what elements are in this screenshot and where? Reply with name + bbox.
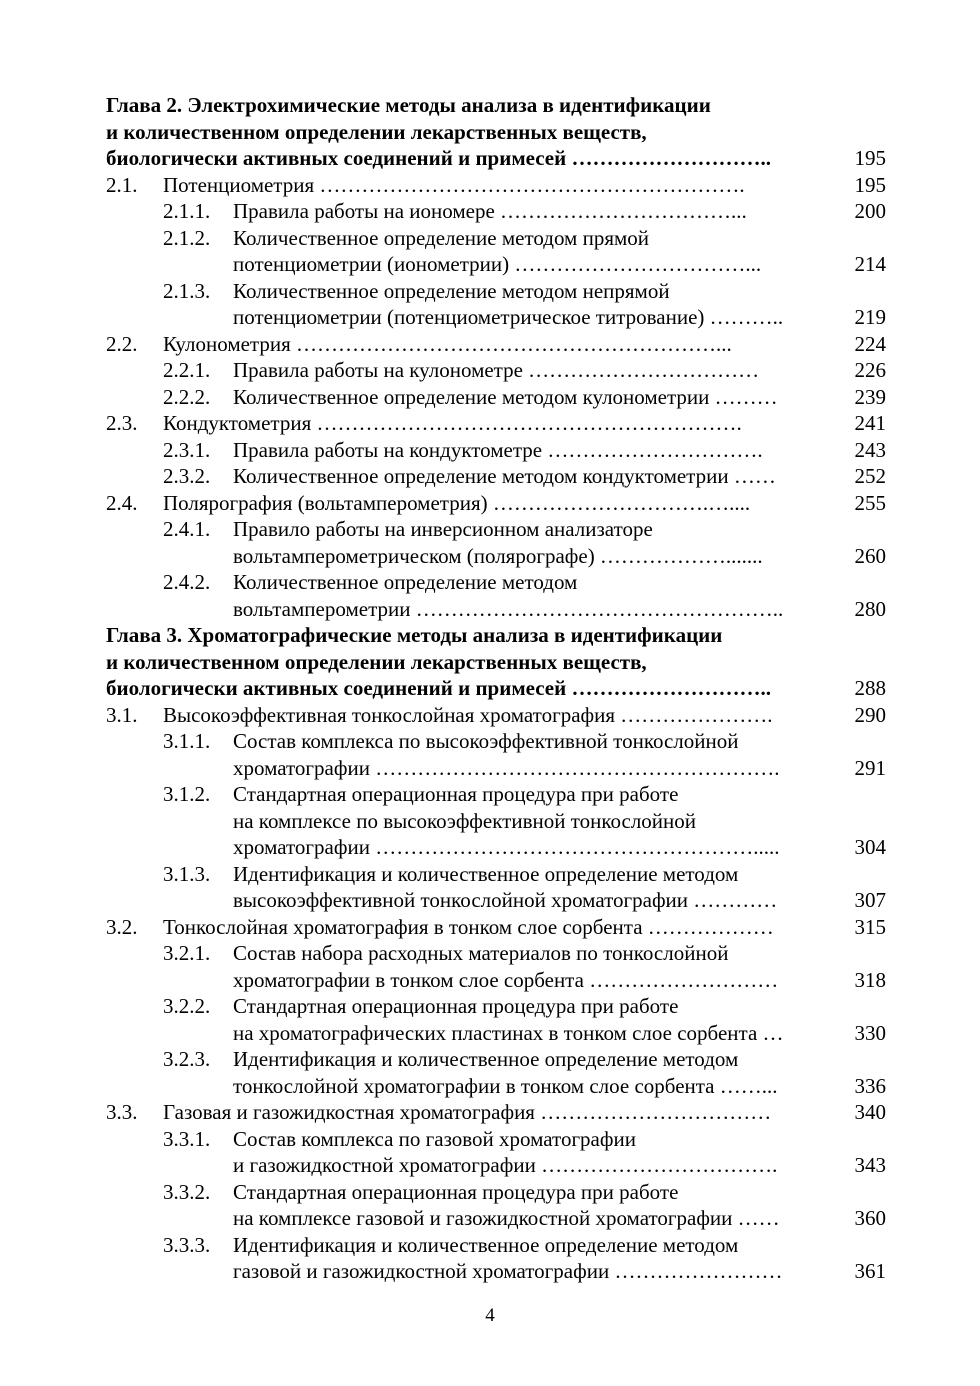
toc-entry-number: 3.3.1. xyxy=(163,1126,211,1151)
toc-line xyxy=(106,331,886,358)
toc-entry-number: 3.1.1. xyxy=(163,729,211,753)
toc-page-number: 252 xyxy=(854,464,886,488)
toc-entry-number: 3.2.3. xyxy=(163,1047,211,1071)
toc-subsection xyxy=(106,1179,886,1232)
toc-line xyxy=(106,410,886,437)
toc-entry-text: хроматографии в тонком слое сорбента ……………………… xyxy=(233,967,779,992)
toc-entry-number: 3.1.2. xyxy=(163,782,211,806)
toc-entry-text: Высокоэффективная тонкослойная хроматография …………………. xyxy=(163,702,773,727)
toc-subsection xyxy=(106,569,886,622)
toc-entry-text: Количественное определение методом непрямой xyxy=(233,278,670,303)
toc-line xyxy=(106,1099,886,1126)
toc-section xyxy=(106,702,886,729)
toc-subsection xyxy=(106,198,886,225)
toc-subsection xyxy=(106,1232,886,1285)
toc-subsection xyxy=(106,993,886,1046)
toc-entry-number: 3.2.1. xyxy=(163,941,211,965)
toc-entry-number: 3.2.2. xyxy=(163,994,211,1018)
toc-entry-text: потенциометрии (ионометрии) ……………………………... xyxy=(233,252,762,276)
toc-line xyxy=(106,543,886,570)
toc-section xyxy=(106,172,886,199)
toc-line xyxy=(106,781,886,808)
toc-entry-text: Состав комплекса по высокоэффективной тонкослойной xyxy=(233,729,739,753)
toc-subsection xyxy=(106,940,886,993)
toc-entry-text: Состав набора расходных материалов по тонкослойной xyxy=(233,941,729,965)
toc-entry-number: 2.4. xyxy=(106,490,138,515)
toc-subsection xyxy=(106,384,886,411)
toc-entry-text: Правила работы на кулонометре …………………………… xyxy=(233,358,760,382)
toc-entry-text: Полярография (вольтамперометрия) ………………………….….... xyxy=(163,490,751,515)
toc-entry-number: 3.2. xyxy=(106,914,138,939)
toc-entry-text: Правила работы на иономере ……………………………... xyxy=(233,199,747,223)
toc-entry-text: Стандартная операционная процедура при работе xyxy=(233,994,679,1018)
toc-line xyxy=(106,622,886,649)
toc-line xyxy=(106,278,886,305)
toc-page-number: 361 xyxy=(854,1259,886,1283)
toc-line xyxy=(106,808,886,835)
toc-entry-number: 2.3. xyxy=(106,411,138,435)
toc-entry-text: на комплексе по высокоэффективной тонкослойной xyxy=(233,808,697,833)
toc-entry-number: 3.3.3. xyxy=(163,1232,211,1257)
toc-line xyxy=(106,490,886,517)
toc-entry-text: Стандартная операционная процедура при работе xyxy=(233,1179,679,1204)
toc-page-number: 195 xyxy=(854,146,886,170)
toc-subsection xyxy=(106,861,886,914)
toc-entry-number: 3.3.2. xyxy=(163,1179,211,1204)
toc-subsection xyxy=(106,781,886,861)
toc-line xyxy=(106,516,886,543)
toc-line xyxy=(106,702,886,729)
toc-line xyxy=(106,940,886,967)
toc-entry-text: Глава 2. Электрохимические методы анализа в идентификации xyxy=(106,93,711,117)
toc-line xyxy=(106,1205,886,1232)
toc-subsection xyxy=(106,225,886,278)
toc-entry-text: тонкослойной хроматографии в тонком слое сорбента ……... xyxy=(233,1073,778,1098)
toc-entry-text: потенциометрии (потенциометрическое титрование) ……….. xyxy=(233,305,784,329)
toc-page-number: 290 xyxy=(854,702,886,727)
toc-page-number: 307 xyxy=(854,888,886,912)
toc-page-number: 318 xyxy=(854,967,886,992)
toc-entry-number: 3.1.3. xyxy=(163,861,211,886)
toc-entry-text: Состав комплекса по газовой хроматографии xyxy=(233,1126,636,1151)
toc-chapter xyxy=(106,92,886,172)
toc-entry-text: Идентификация и количественное определение методом xyxy=(233,861,739,886)
toc-section xyxy=(106,914,886,941)
toc-entry-text: Глава 3. Хроматографические методы анализа в идентификации xyxy=(106,623,723,647)
toc-line xyxy=(106,675,886,702)
toc-entry-text: Потенциометрия ……………………………………………………. xyxy=(163,172,745,197)
toc-page-number: 214 xyxy=(854,252,886,276)
toc-line xyxy=(106,1179,886,1206)
toc-chapter xyxy=(106,622,886,702)
toc-page-number: 243 xyxy=(854,437,886,462)
toc-page-number: 330 xyxy=(854,1020,886,1045)
toc-entry-text: и газожидкостной хроматографии ……………………………. xyxy=(233,1153,778,1177)
toc-page-number: 241 xyxy=(854,411,886,435)
toc-line xyxy=(106,967,886,994)
toc-entry-text: Идентификация и количественное определение методом xyxy=(233,1047,739,1071)
toc-line xyxy=(106,463,886,490)
toc-page-number: 336 xyxy=(854,1073,886,1098)
toc-entry-number: 3.1. xyxy=(106,702,138,727)
toc-page-number: 224 xyxy=(854,331,886,356)
toc-section xyxy=(106,1099,886,1126)
toc-entry-text: газовой и газожидкостной хроматографии …………………… xyxy=(233,1259,783,1283)
toc-line xyxy=(106,1232,886,1259)
toc-section xyxy=(106,331,886,358)
toc-line xyxy=(106,596,886,623)
toc-entry-number: 2.4.2. xyxy=(163,570,211,594)
toc-page-number: 195 xyxy=(854,172,886,197)
toc-entry-text: вольтамперометрии …………………………………………….. xyxy=(233,596,784,621)
toc-page-number: 280 xyxy=(854,596,886,621)
toc-entry-text: биологически активных соединений и примесей ……………………….. xyxy=(106,676,771,700)
toc-page-number: 315 xyxy=(854,914,886,939)
toc-entry-number: 3.3. xyxy=(106,1100,138,1124)
toc-page-number: 304 xyxy=(854,835,886,859)
toc-line xyxy=(106,225,886,252)
toc-entry-number: 2.1.3. xyxy=(163,278,211,303)
toc-subsection xyxy=(106,463,886,490)
toc-page-number: 219 xyxy=(854,305,886,329)
toc-entry-text: Газовая и газожидкостная хроматография …………………………… xyxy=(163,1100,772,1124)
toc-entry-text: Тонкослойная хроматография в тонком слое сорбента ……………… xyxy=(163,914,774,939)
toc-line xyxy=(106,357,886,384)
toc-subsection xyxy=(106,437,886,464)
toc-line xyxy=(106,1073,886,1100)
toc-entry-text: на хроматографических пластинах в тонком слое сорбента … xyxy=(233,1020,784,1045)
toc-page-number: 360 xyxy=(854,1206,886,1230)
page-number: 4 xyxy=(485,1305,495,1326)
toc-page-number: 288 xyxy=(854,676,886,700)
toc-line xyxy=(106,172,886,199)
toc-page-number: 340 xyxy=(854,1100,886,1124)
toc-entry-text: Стандартная операционная процедура при работе xyxy=(233,782,679,806)
toc-page-number: 239 xyxy=(854,384,886,409)
toc-entry-number: 2.3.2. xyxy=(163,464,211,488)
toc-entry-text: и количественном определении лекарственных веществ, xyxy=(106,119,647,144)
toc-entry-text: вольтамперометрическом (полярографе) ………………....... xyxy=(233,543,763,568)
toc-line xyxy=(106,119,886,146)
toc-entry-text: хроматографии ………………………………………………..... xyxy=(233,835,780,859)
toc-line xyxy=(106,304,886,331)
toc-subsection xyxy=(106,516,886,569)
toc-line xyxy=(106,1046,886,1073)
toc-entry-text: высокоэффективной тонкослойной хроматографии ………… xyxy=(233,888,778,912)
toc-entry-text: Количественное определение методом xyxy=(233,570,578,594)
table-of-contents xyxy=(106,92,886,1285)
toc-line xyxy=(106,834,886,861)
toc-line xyxy=(106,251,886,278)
toc-section xyxy=(106,490,886,517)
toc-entry-number: 2.3.1. xyxy=(163,437,211,462)
toc-entry-number: 2.4.1. xyxy=(163,517,211,541)
toc-line xyxy=(106,914,886,941)
toc-line xyxy=(106,649,886,676)
toc-subsection xyxy=(106,1046,886,1099)
toc-entry-text: Количественное определение методом кулонометрии ……… xyxy=(233,384,778,409)
toc-entry-number: 2.2.2. xyxy=(163,384,211,409)
toc-line xyxy=(106,1258,886,1285)
toc-entry-number: 2.1.2. xyxy=(163,225,211,250)
toc-line xyxy=(106,384,886,411)
toc-page-number: 200 xyxy=(854,199,886,223)
toc-page-number: 260 xyxy=(854,543,886,568)
toc-subsection xyxy=(106,357,886,384)
toc-entry-text: Идентификация и количественное определение методом xyxy=(233,1232,739,1257)
toc-entry-text: Кулонометрия ……………………………………………………... xyxy=(163,331,732,356)
toc-line xyxy=(106,92,886,119)
toc-subsection xyxy=(106,278,886,331)
toc-entry-text: Правило работы на инверсионном анализаторе xyxy=(233,517,653,541)
toc-line xyxy=(106,887,886,914)
toc-subsection xyxy=(106,728,886,781)
toc-page-number: 291 xyxy=(854,755,886,780)
toc-line xyxy=(106,437,886,464)
toc-line xyxy=(106,1152,886,1179)
toc-entry-text: и количественном определении лекарственных веществ, xyxy=(106,649,647,674)
toc-line xyxy=(106,1020,886,1047)
toc-section xyxy=(106,410,886,437)
toc-entry-text: биологически активных соединений и примесей ……………………….. xyxy=(106,146,771,170)
toc-entry-number: 2.1. xyxy=(106,172,138,197)
toc-page-number: 255 xyxy=(854,490,886,515)
toc-line xyxy=(106,569,886,596)
toc-line xyxy=(106,993,886,1020)
toc-subsection xyxy=(106,1126,886,1179)
toc-entry-text: Количественное определение методом прямой xyxy=(233,225,650,250)
toc-entry-text: на комплексе газовой и газожидкостной хроматографии …… xyxy=(233,1206,780,1230)
toc-entry-text: хроматографии …………………………………………………. xyxy=(233,755,780,780)
toc-entry-number: 2.2. xyxy=(106,331,138,356)
toc-entry-text: Количественное определение методом кондуктометрии …… xyxy=(233,464,776,488)
toc-line xyxy=(106,1126,886,1153)
toc-entry-text: Правила работы на кондуктометре …………………………. xyxy=(233,437,763,462)
toc-entry-number: 2.1.1. xyxy=(163,199,211,223)
toc-line xyxy=(106,755,886,782)
toc-page-number: 226 xyxy=(854,358,886,382)
toc-entry-text: Кондуктометрия ……………………………………………………. xyxy=(163,411,742,435)
toc-line xyxy=(106,728,886,755)
toc-entry-number: 2.2.1. xyxy=(163,358,211,382)
toc-line xyxy=(106,198,886,225)
toc-page-number: 343 xyxy=(854,1153,886,1177)
toc-line xyxy=(106,145,886,172)
toc-line xyxy=(106,861,886,888)
